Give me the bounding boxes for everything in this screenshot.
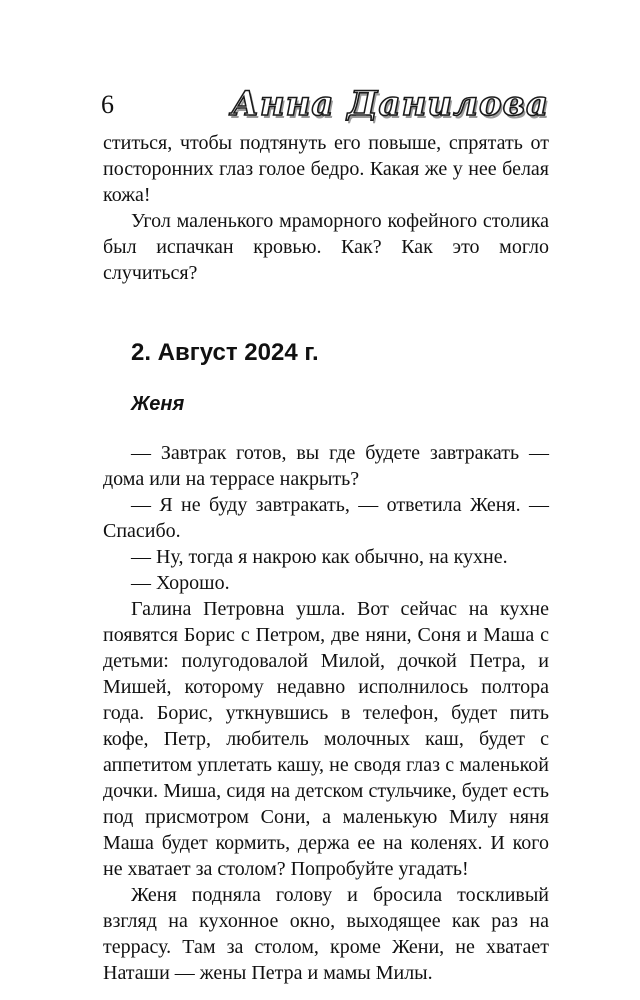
paragraph: Женя подняла голову и бросила тоскливый взгляд на кухонное окно, выходящее как раз на террасу. Там за столом, кроме Жени, не хватает Наташи — жены Петра и мамы Милы. (103, 884, 549, 984)
page-body (103, 130, 549, 986)
section-title: Женя (131, 393, 185, 415)
dialogue-line: — Хорошо. (131, 572, 230, 594)
paragraph: Угол маленького мраморного кофейного столика был испачкан кровью. Как? Как это могло случиться? (103, 210, 549, 284)
page-number: 6 (101, 90, 114, 119)
dialogue-line: — Ну, тогда я накрою как обычно, на кухне. (131, 546, 508, 568)
chapter-title: 2. Август 2024 г. (131, 339, 319, 366)
paragraph: ститься, чтобы подтянуть его повыше, спрятать от посторонних глаз голое бедро. Какая же у нее белая кожа! (103, 132, 549, 206)
paragraph: Галина Петровна ушла. Вот сейчас на кухне появятся Борис с Петром, две няни, Соня и Маша с детьми: полугодовалой Милой, дочкой Петра, и Мишей, которому недавно исполнилось полтора года. Борис, уткнувшись в телефон, будет пить кофе, Петр, любитель молочных каш, будет с аппетитом уплетать кашу, не сводя глаз с маленькой дочки. Миша, сидя на детском стульчике, будет есть под присмотром Сони, а маленькую Милу няня Маша будет кормить, держа ее на коленях. И кого не хватает за столом? Попробуйте угадать! (103, 598, 549, 880)
running-head-author: Анна Данилова (231, 84, 549, 124)
dialogue-line: — Я не буду завтракать, — ответила Женя. — Спасибо. (103, 494, 549, 542)
dialogue-line: — Завтрак готов, вы где будете завтракать — дома или на террасе накрыть? (103, 442, 549, 490)
